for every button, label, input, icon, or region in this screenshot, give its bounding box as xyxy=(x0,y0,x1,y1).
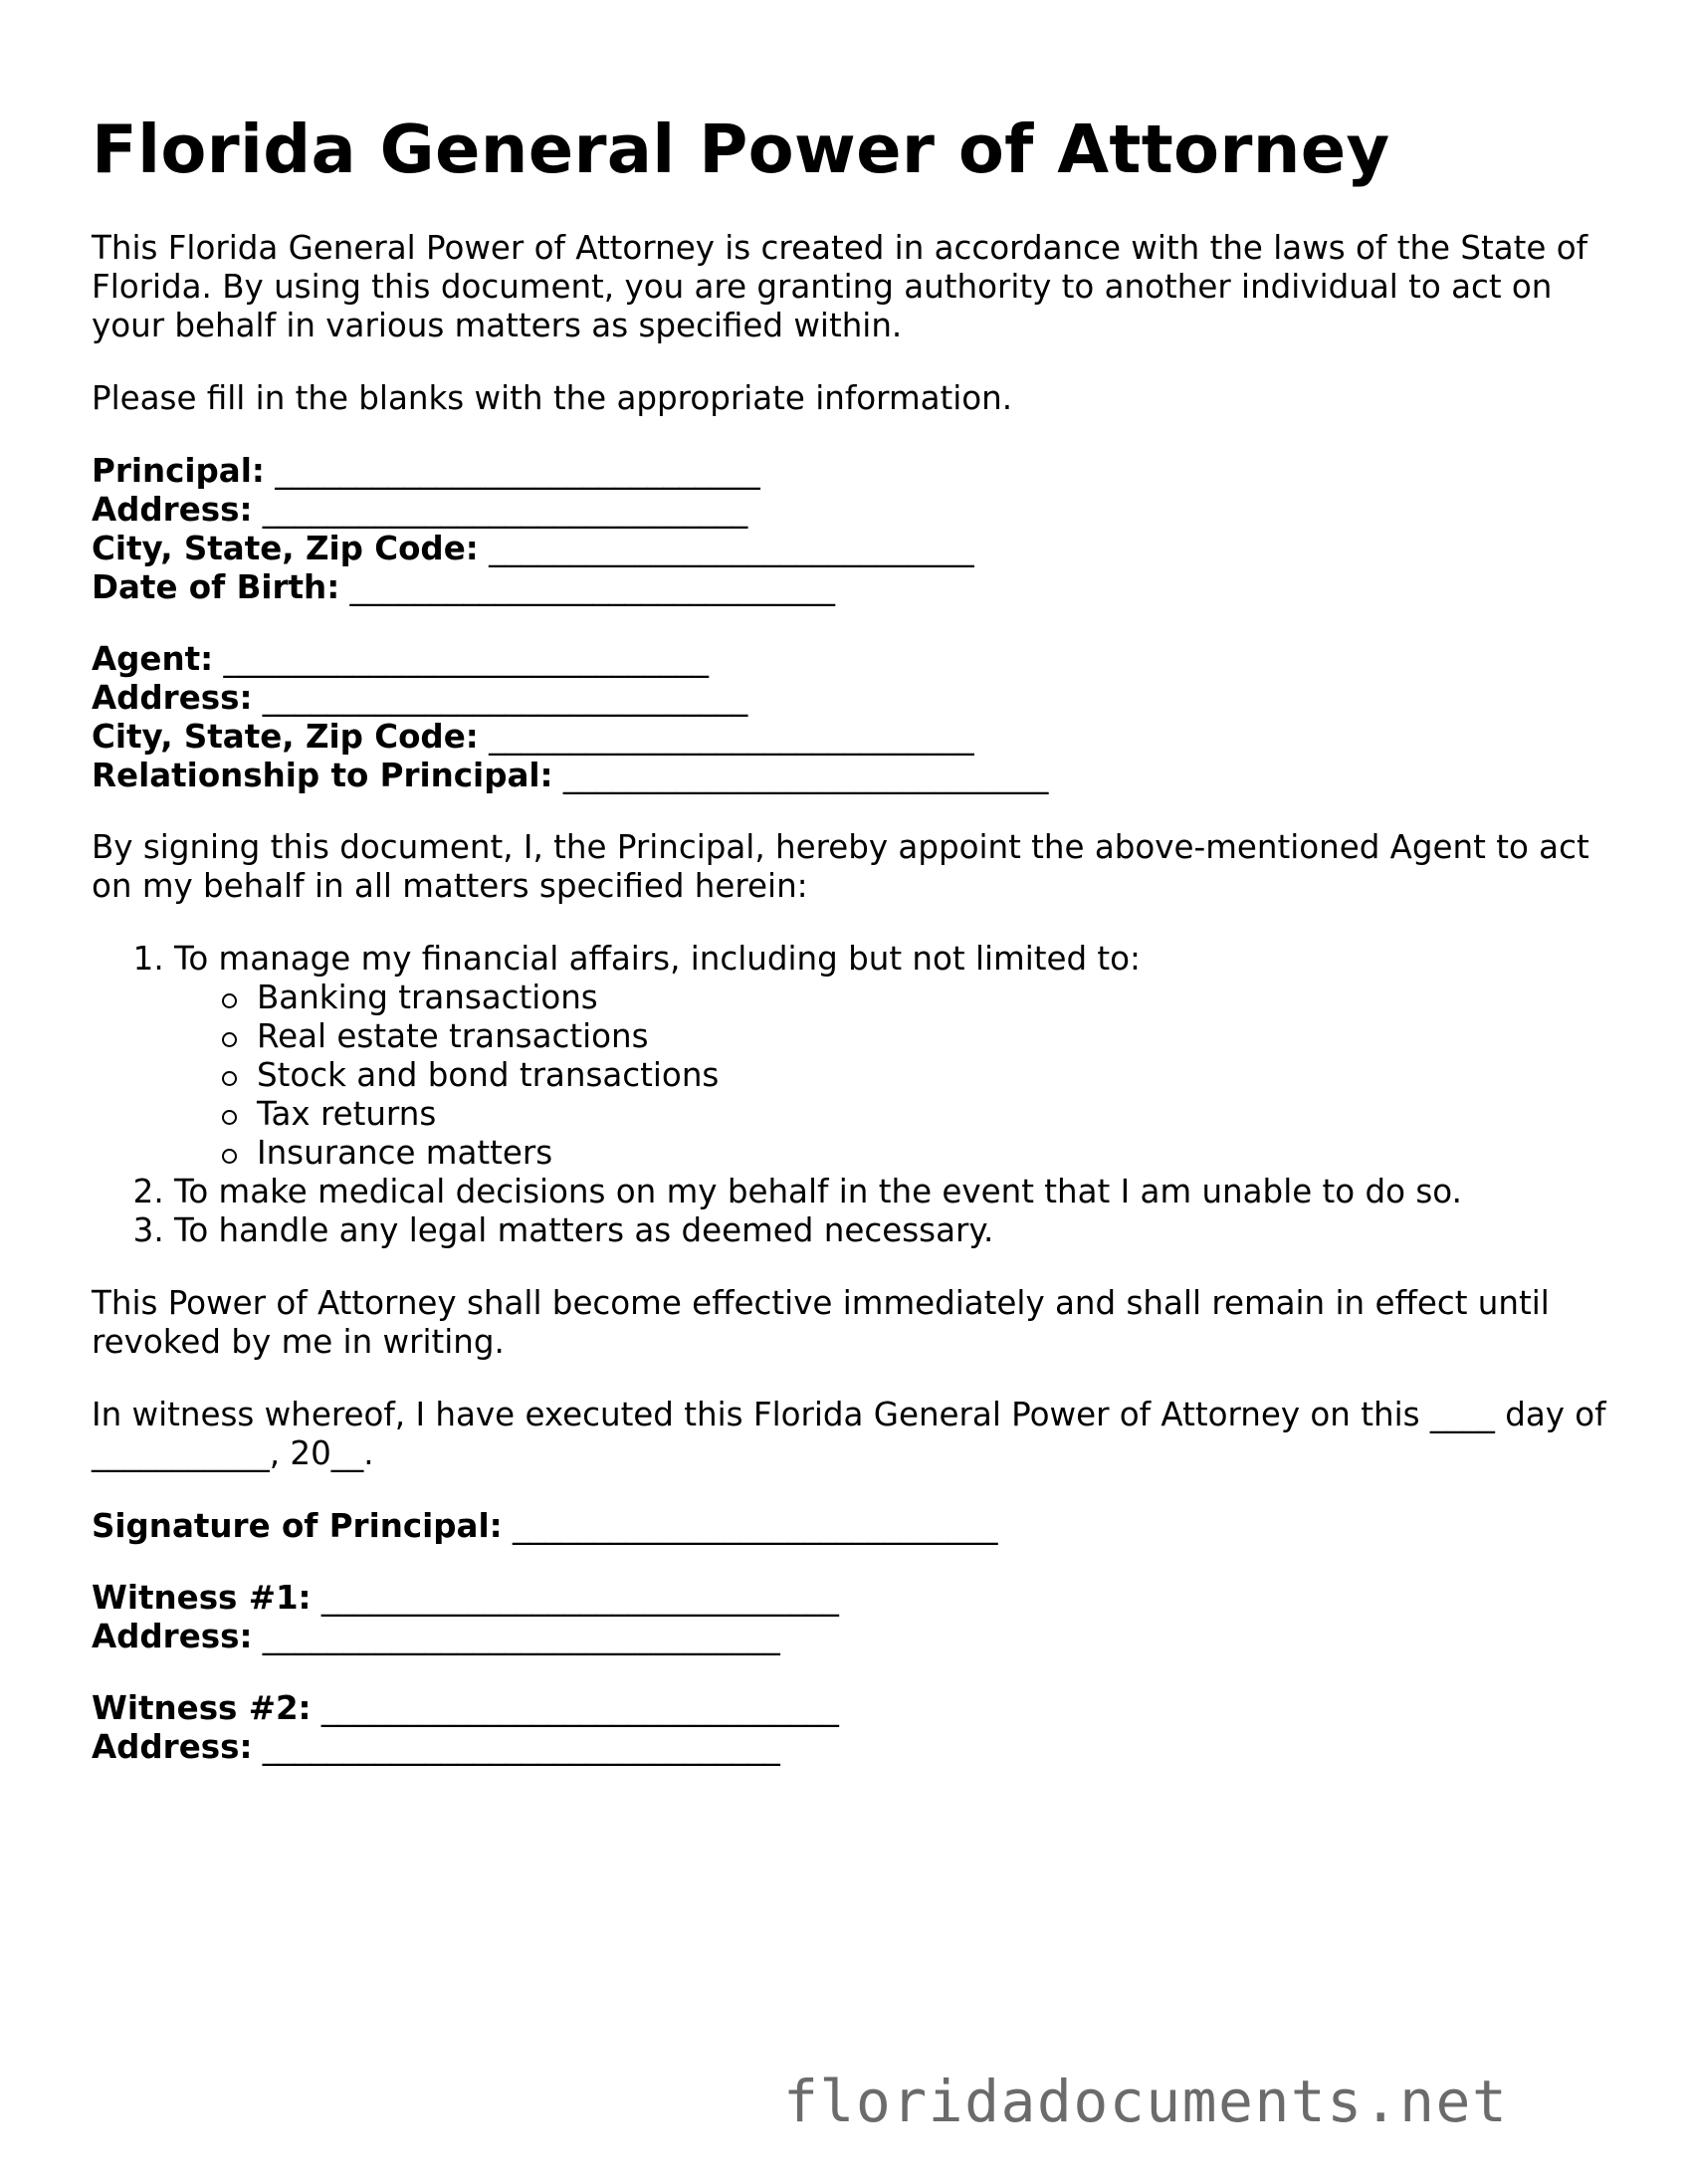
effective-paragraph: This Power of Attorney shall become effective immediately and shall remain in effect until revoked by me in writing. xyxy=(92,1284,1550,1361)
field-label: Principal: xyxy=(92,452,265,490)
watermark: floridadocuments.net xyxy=(783,2068,1509,2135)
agent-address-field[interactable] xyxy=(92,679,1614,718)
field-label: Witness #2: xyxy=(92,1689,312,1727)
medical-power-text: To make medical decisions on my behalf in the event that I am unable to do so. xyxy=(174,1173,1462,1210)
field-label: Relationship to Principal: xyxy=(92,757,553,794)
field-blank: ________________________________ xyxy=(262,1618,780,1655)
field-label: Address: xyxy=(92,1728,253,1766)
field-blank: ________________________________ xyxy=(262,1728,780,1766)
instructions-paragraph: Please fill in the blanks with the appropriate information. xyxy=(92,379,1013,417)
witness2-name-field[interactable] xyxy=(92,1689,1614,1728)
field-label: Address: xyxy=(92,491,253,529)
list-item: Tax returns xyxy=(222,1095,1614,1134)
field-blank: ______________________________ xyxy=(512,1507,998,1545)
field-blank: ______________________________ xyxy=(275,452,760,490)
legal-power-text: To handle any legal matters as deemed necessary. xyxy=(174,1211,994,1249)
list-item xyxy=(174,1211,1614,1250)
field-blank: ______________________________ xyxy=(489,718,974,756)
list-item: Real estate transactions xyxy=(222,1017,1614,1056)
field-blank: ______________________________ xyxy=(562,757,1049,794)
witness2-address-field[interactable] xyxy=(92,1728,1614,1767)
agent-fields xyxy=(92,640,1614,795)
principal-date-of-birth-field[interactable] xyxy=(92,568,1614,607)
principal-signature-field[interactable] xyxy=(92,1507,1614,1546)
list-item xyxy=(174,1173,1614,1211)
witness1-fields xyxy=(92,1579,1614,1656)
field-label: Date of Birth: xyxy=(92,568,340,606)
principal-fields xyxy=(92,452,1614,607)
agent-name-field[interactable] xyxy=(92,640,1614,679)
agent-relationship-field[interactable] xyxy=(92,757,1614,795)
field-blank: ______________________________ xyxy=(262,679,748,717)
agent-city-state-zip-field[interactable] xyxy=(92,718,1614,757)
field-label: Address: xyxy=(92,679,253,717)
field-blank: ______________________________ xyxy=(349,568,836,606)
field-label: City, State, Zip Code: xyxy=(92,530,479,567)
field-blank: ________________________________ xyxy=(320,1579,839,1617)
principal-name-field[interactable] xyxy=(92,452,1614,491)
document-title: Florida General Power of Attorney xyxy=(92,110,1390,188)
witness1-address-field[interactable] xyxy=(92,1618,1614,1656)
intro-paragraph: This Florida General Power of Attorney is created in accordance with the laws of the State of Florida. By using this document, you are granting authority to another individual to act on your behalf in various matters as specified within. xyxy=(92,229,1588,344)
field-blank: ______________________________ xyxy=(489,530,974,567)
witness1-name-field[interactable] xyxy=(92,1579,1614,1618)
financial-sublist xyxy=(174,979,1614,1173)
powers-list xyxy=(92,940,1614,1250)
field-label: Agent: xyxy=(92,640,214,678)
witness2-fields xyxy=(92,1689,1614,1767)
field-label: Address: xyxy=(92,1618,253,1655)
field-blank: ________________________________ xyxy=(320,1689,839,1727)
list-item: Stock and bond transactions xyxy=(222,1056,1614,1095)
appointment-paragraph: By signing this document, I, the Principal, hereby appoint the above-mentioned Agent to act on my behalf in all matters specified herein: xyxy=(92,828,1589,905)
principal-city-state-zip-field[interactable] xyxy=(92,530,1614,568)
field-label: Signature of Principal: xyxy=(92,1507,503,1545)
field-label: Witness #1: xyxy=(92,1579,312,1617)
list-item xyxy=(174,940,1614,1173)
principal-address-field[interactable] xyxy=(92,491,1614,530)
field-blank: ______________________________ xyxy=(262,491,748,529)
signature-fields xyxy=(92,1507,1614,1546)
list-item: Insurance matters xyxy=(222,1134,1614,1173)
list-item: Banking transactions xyxy=(222,979,1614,1017)
field-label: City, State, Zip Code: xyxy=(92,718,479,756)
witness-clause-paragraph: In witness whereof, I have executed this Florida General Power of Attorney on this ____ day of ___________, 20__. xyxy=(92,1396,1606,1472)
field-blank: ______________________________ xyxy=(223,640,709,678)
document-page xyxy=(92,109,1614,1800)
financial-power-text: To manage my financial affairs, including but not limited to: xyxy=(174,940,1142,978)
